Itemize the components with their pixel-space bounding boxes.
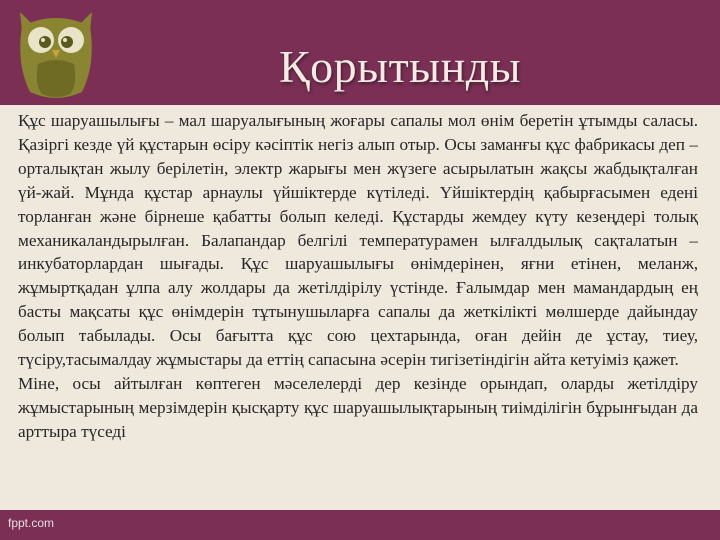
paragraph: Міне, осы айтылған көптеген мәселелерді дер кезінде орындап, оларды жетілдіру жұмыстарының мерзімдерін қысқарту құс шаруашылықтарының тиімділігін бұрынғыдан да арттыра түседі: [18, 373, 698, 441]
footer-site-label: fppt.com: [8, 516, 55, 530]
slide-body: [18, 109, 698, 444]
footer-band: [0, 510, 720, 540]
slide-title: Қорытынды: [278, 41, 522, 92]
paragraph: Құс шаруашылығы – мал шаруалығының жоғары сапалы мол өнім беретін ұтымды саласы. Қазіргі кезде үй құстарын өсіру кәсіптік негіз алып отыр. Осы заманғы құс фабрикасы деп – орталықтан жылу берілетін, электр жарығы мен жүзеге асырылатын жақсы жабдықталған үй-жай. Мұнда құстар арнаулы үйшіктерде күтіледі. Үйшіктердің қабырғасымен едені торланған және бірнеше қабатты болып келеді. Құстарды жемдеу күту кезеңдері толық механикаландырылған. Балапандар белгілі температурамен ылғалдылық сақталатын – инкубаторлардан шығады. Құс шаруашылығы өнімдерінен, яғни етінен, меланж, жұмыртқадан ұлпа алу жолдары да жетілдірілу үстінде. Ғалымдар мен мамандардың ең басты мақсаты құс өнімдерін тұтынушыларға сапалы да жеткілікті мөлшерде дайындау болып табылады. Осы бағытта құс сою цехтарында, оған дейін де ұстау, тиеу, түсіру,тасымалдау жұмыстары да еттің сапасына әсерін тигізетіндігін айта кетуіміз қажет.: [18, 111, 698, 370]
header-band: [0, 0, 720, 105]
